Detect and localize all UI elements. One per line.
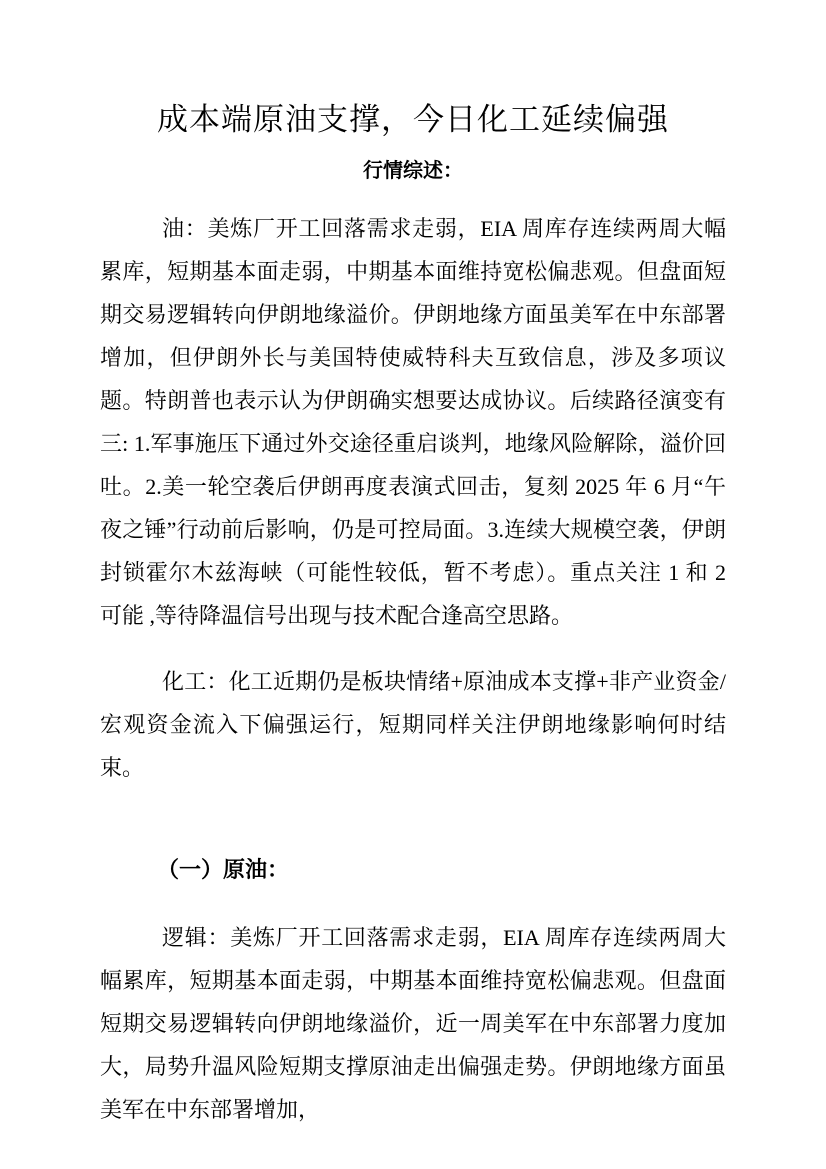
document-title: 成本端原油支撑，今日化工延续偏强: [157, 102, 669, 137]
section-heading-crude-oil: （一）原油：: [157, 857, 290, 882]
paragraph-chemical-summary: 化工：化工近期仍是板块情绪+原油成本支撑+非产业资金/宏观资金流入下偏强运行，短期同样关注伊朗地缘影响何时结束。: [100, 669, 726, 780]
paragraph-crude-oil-logic: 逻辑：美炼厂开工回落需求走弱，EIA 周库存连续两周大幅累库，短期基本面走弱，中期基本面维持宽松偏悲观。但盘面短期交易逻辑转向伊朗地缘溢价，近一周美军在中东部署力度加大，局势升温风险短期支撑原油走出偏强走势。伊朗地缘方面虽美军在中东部署增加，: [100, 925, 726, 1122]
market-summary-heading: 行情综述：: [363, 160, 463, 182]
document-content: [100, 98, 726, 1131]
paragraph-oil-summary: 油：美炼厂开工回落需求走弱，EIA 周库存连续两周大幅累库，短期基本面走弱，中期基本面维持宽松偏悲观。但盘面短期交易逻辑转向伊朗地缘溢价。伊朗地缘方面虽美军在中东部署增加，但伊朗外长与美国特使威特科夫互致信息，涉及多项议题。特朗普也表示认为伊朗确实想要达成协议。后续路径演变有三: 1.军事施压下通过外交途径重启谈判，地缘风险解除，溢价回吐。2.美一轮空袭后伊朗再度表演式回击，复刻 2025 年 6 月“午夜之锤”行动前后影响，仍是可控局面。3.连续大规模空袭，伊朗封锁霍尔木兹海峡（可能性较低，暂不考虑）。重点关注 1 和 2 可能 ,等待降温信号出现与技术配合逢高空思路。: [100, 216, 726, 628]
